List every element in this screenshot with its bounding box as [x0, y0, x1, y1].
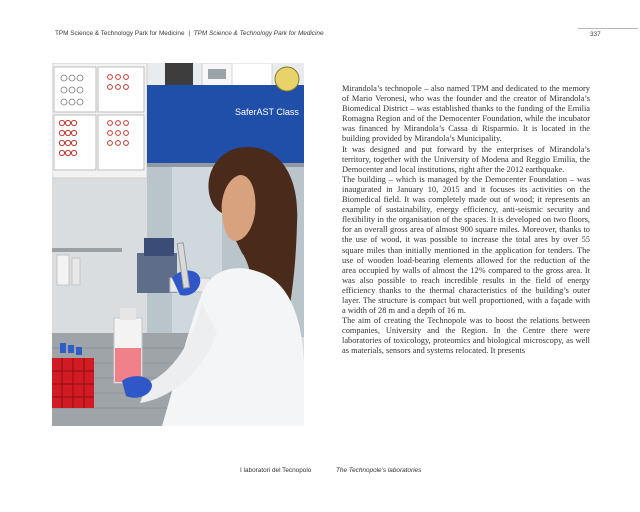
article-body	[342, 84, 590, 357]
paragraph-2: It was designed and put forward by the enterprises of Mirandola’s territory, together with the University of Modena and Reggio Emilia, the Democenter and local institutions, right after the 2012 earthquake.	[342, 144, 590, 174]
lab-photo	[52, 63, 304, 426]
header-title-en: TPM Science & Technology Park for Medicine	[193, 30, 324, 37]
header-separator: |	[188, 30, 190, 37]
header-title-it: TPM Science & Technology Park for Medicine	[55, 30, 185, 37]
running-header	[55, 30, 324, 37]
paragraph-3: The building – which is managed by the Democenter Foundation – was inaugurated in January 10, 2015 and it focuses its activities on the Biomedical field. It was completely made out of wood; it represents an example of sustainability, energy efficiency, anti-seismic security and flexibility in the organisation of the spaces. It is developed on two floors, for an overall gross area of almost 900 square miles. Moreover, thanks to the use of wood, it was possible to increase the total ares by over 55 square miles than initially mentioned in the application for tenders. The use of wooden load-bearing elements allowed for the reduction of the area occupied by walls of almost the 12% compared to the gross area. It was also possible to reach incredible results in the field of energy efficiency thanks to the thermal characteristics of the building’s outer layer. The structure is compact but well proportioned, with a façade with a width of 28 m and a depth of 16 m.	[342, 174, 590, 316]
caption-english: The Technopole’s laboratories	[336, 467, 422, 474]
paragraph-4: The aim of creating the Technopole was to boost the relations between companies, University and the Region. In the Centre there were laboratories of toxicology, proteomics and biological microscopy, as well as materials, sensors and systems relocated. It presents	[342, 316, 590, 356]
caption-italian: I laboratori del Tecnopolo	[240, 467, 312, 474]
sign-text: SaferAST Class	[235, 107, 299, 117]
paragraph-1: Mirandola’s technopole – also named TPM and dedicated to the memory of Mario Veronesi, who was the founder and the creator of Mirandola’s Biomedical District – was established thanks to the funding of the Emilia Romagna Region and of the Democenter Foundation, while the incubator was financed by Mirandola’s Cassa di Risparmio. It is located in the building provided by Mirandola’s Municipality.	[342, 84, 590, 144]
page-number: 337	[590, 31, 601, 38]
header-rule	[578, 28, 638, 29]
lab-photo-illustration	[52, 63, 304, 426]
